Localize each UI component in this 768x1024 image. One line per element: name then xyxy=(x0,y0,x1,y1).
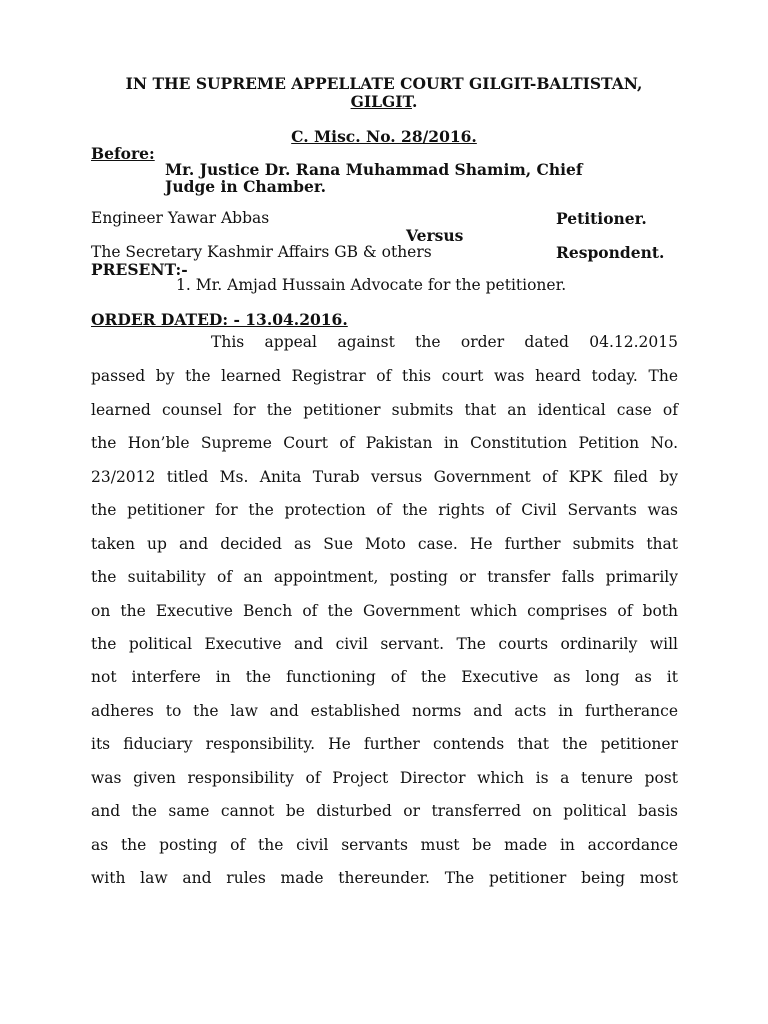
order-line: This appeal against the order dated 04.12.2015 xyxy=(211,333,678,351)
order-dated: ORDER DATED: - 13.04.2016. xyxy=(91,310,348,329)
order-line: and the same cannot be disturbed or transferred on political basis xyxy=(91,802,678,820)
present-label: PRESENT:- xyxy=(91,260,188,279)
order-line: on the Executive Bench of the Government which comprises of both xyxy=(91,602,678,620)
order-line: was given responsibility of Project Director which is a tenure post xyxy=(91,769,678,787)
order-line: not interfere in the functioning of the Executive as long as it xyxy=(91,668,678,686)
case-number: C. Misc. No. 28/2016. xyxy=(291,127,477,146)
order-line: with law and rules made thereunder. The petitioner being most xyxy=(91,869,678,887)
judge-line-2: Judge in Chamber. xyxy=(165,177,326,196)
order-line: the political Executive and civil servant. The courts ordinarily will xyxy=(91,635,678,653)
petitioner-role: Petitioner. xyxy=(556,209,647,228)
order-line: passed by the learned Registrar of this court was heard today. The xyxy=(91,367,678,385)
order-line: the Hon’ble Supreme Court of Pakistan in Constitution Petition No. xyxy=(91,434,678,452)
court-location xyxy=(0,92,768,111)
court-location-text: GILGIT xyxy=(350,92,412,111)
order-line: the petitioner for the protection of the rights of Civil Servants was xyxy=(91,501,678,519)
judge-line-1: Mr. Justice Dr. Rana Muhammad Shamim, Chief xyxy=(165,160,583,179)
order-line: taken up and decided as Sue Moto case. He further submits that xyxy=(91,535,678,553)
present-item: 1. Mr. Amjad Hussain Advocate for the petitioner. xyxy=(176,276,567,294)
order-line: its fiduciary responsibility. He further contends that the petitioner xyxy=(91,735,678,753)
versus-label: Versus xyxy=(406,226,464,245)
order-line: the suitability of an appointment, posting or transfer falls primarily xyxy=(91,568,678,586)
before-label: Before: xyxy=(91,144,155,163)
respondent-name: The Secretary Kashmir Affairs GB & others xyxy=(91,243,432,261)
order-line: as the posting of the civil servants must be made in accordance xyxy=(91,836,678,854)
petitioner-name: Engineer Yawar Abbas xyxy=(91,209,270,227)
order-line: learned counsel for the petitioner submits that an identical case of xyxy=(91,401,678,419)
court-title: IN THE SUPREME APPELLATE COURT GILGIT-BALTISTAN, xyxy=(125,74,643,93)
order-line: 23/2012 titled Ms. Anita Turab versus Government of KPK filed by xyxy=(91,468,678,486)
respondent-role: Respondent. xyxy=(556,243,665,262)
order-line: adheres to the law and established norms and acts in furtherance xyxy=(91,702,678,720)
court-location-suffix: . xyxy=(412,92,418,111)
